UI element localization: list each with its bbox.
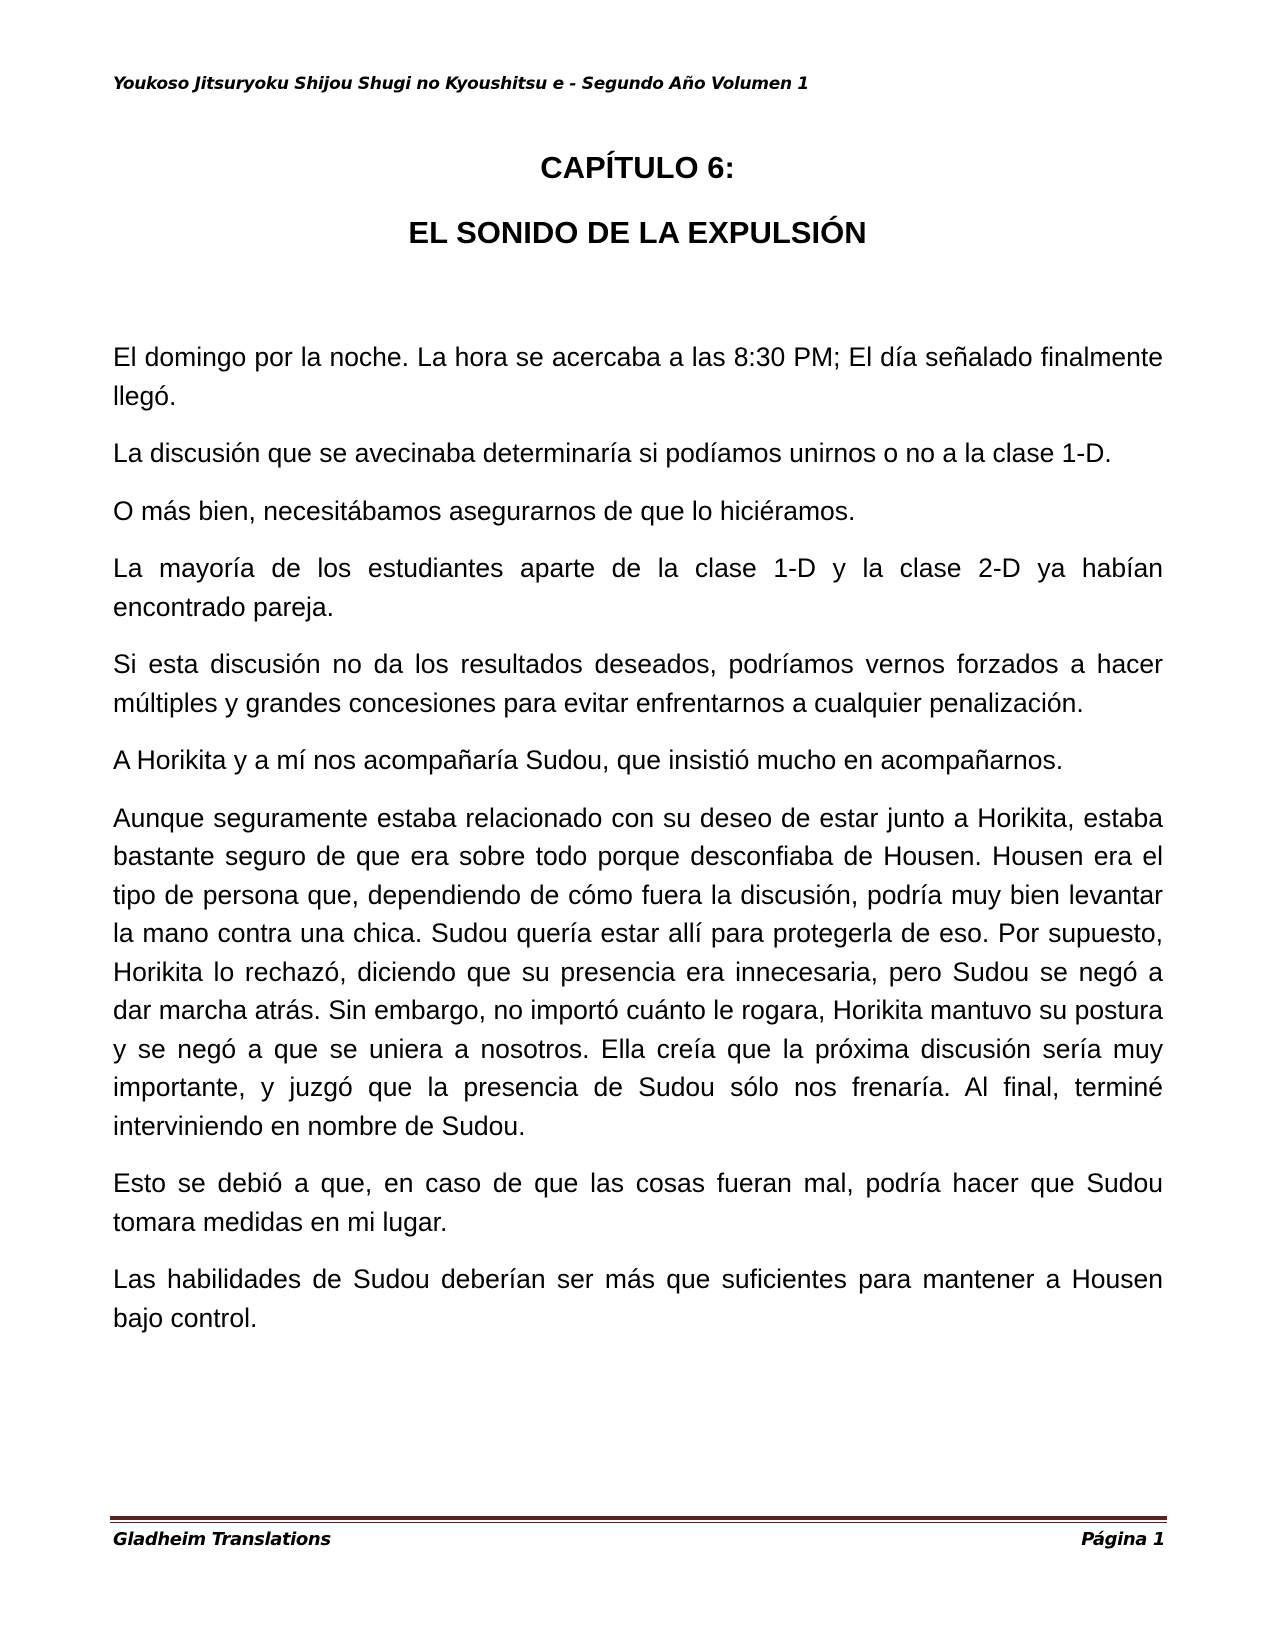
chapter-title: EL SONIDO DE LA EXPULSIÓN: [408, 215, 867, 250]
paragraph: Si esta discusión no da los resultados deseados, podríamos vernos forzados a hacer múltiples y grandes concesiones para evitar enfrentarnos a cualquier penalización.: [113, 649, 1163, 718]
paragraph: El domingo por la noche. La hora se acercaba a las 8:30 PM; El día señalado finalmente llegó.: [113, 342, 1163, 411]
footer-divider: [110, 1516, 1167, 1520]
chapter-number: CAPÍTULO 6:: [540, 150, 735, 185]
paragraph: A Horikita y a mí nos acompañaría Sudou, que insistió mucho en acompañarnos.: [113, 745, 1064, 775]
paragraph: Las habilidades de Sudou deberían ser más que suficientes para mantener a Housen bajo control.: [113, 1264, 1163, 1333]
paragraph: Esto se debió a que, en caso de que las cosas fueran mal, podría hacer que Sudou tomara medidas en mi lugar.: [113, 1168, 1163, 1237]
paragraph: O más bien, necesitábamos asegurarnos de que lo hiciéramos.: [113, 495, 856, 526]
paragraph: Aunque seguramente estaba relacionado con su deseo de estar junto a Horikita, estaba bastante seguro de que era sobre todo porque desconfiaba de Housen. Housen era el tipo de persona que, dependiendo de cómo fuera la discusión, podría muy bien levantar la mano contra una chica. Sudou quería estar allí para protegerla de eso. Por supuesto, Horikita lo rechazó, diciendo que su presencia era innecesaria, pero Sudou se negó a dar marcha atrás. Sin embargo, no importó cuánto le rogara, Horikita mantuvo su postura y se negó a que se uniera a nosotros. Ella creía que la próxima discusión sería muy importante, y juzgó que la presencia de Sudou sólo nos frenaría. Al final, terminé interviniendo en nombre de Sudou.: [113, 802, 1163, 1141]
footer-divider-thin: [110, 1522, 1167, 1523]
running-header: Youkoso Jitsuryoku Shijou Shugi no Kyoushitsu e - Segundo Año Volumen 1: [113, 74, 809, 94]
paragraph: La mayoría de los estudiantes aparte de la clase 1-D y la clase 2-D ya habían encontrado pareja.: [113, 553, 1163, 622]
footer-credit: Gladheim Translations: [113, 1529, 331, 1550]
paragraph: La discusión que se avecinaba determinaría si podíamos unirnos o no a la clase 1-D.: [113, 438, 1112, 468]
page-number: Página 1: [1081, 1529, 1165, 1550]
body-text: [113, 338, 1163, 1356]
